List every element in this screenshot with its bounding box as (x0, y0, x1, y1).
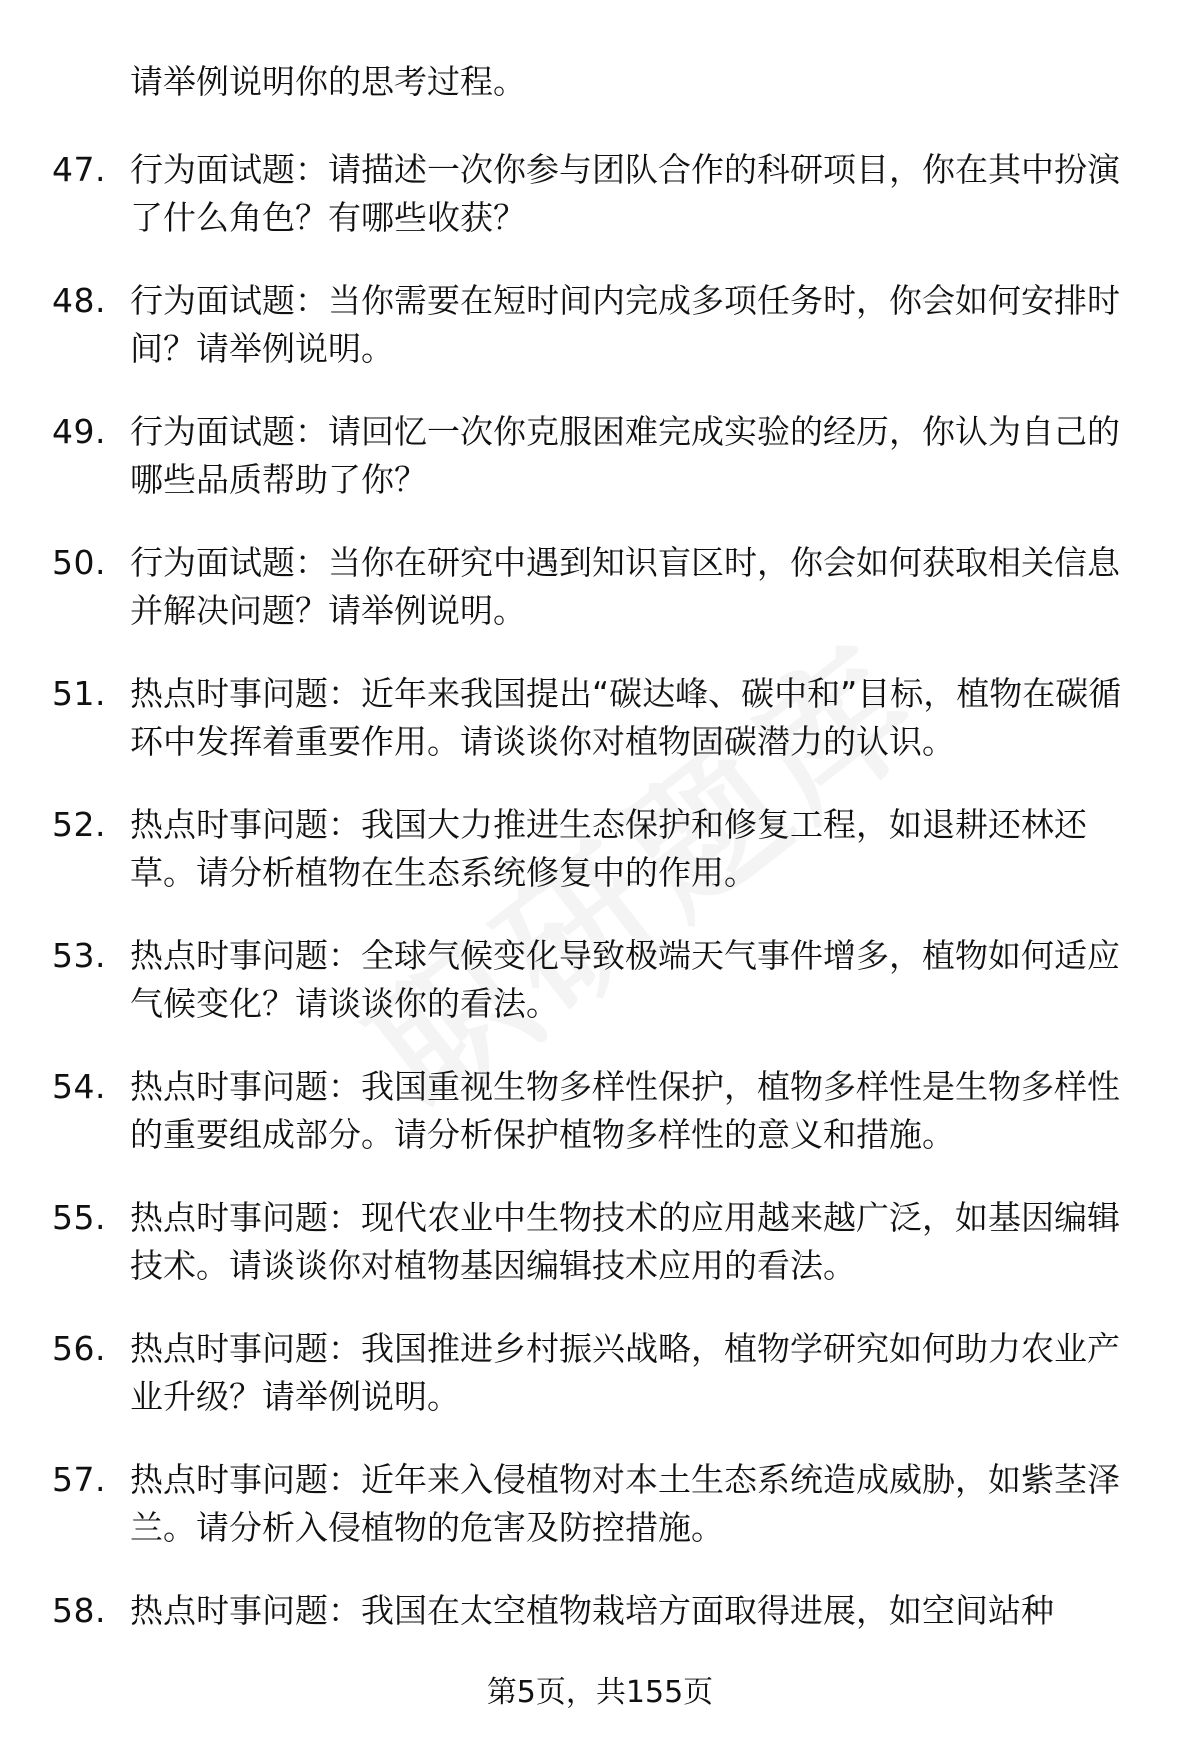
list-item (0, 1194, 1200, 1325)
list-item (0, 1063, 1200, 1194)
item-number: 50. (52, 543, 106, 582)
item-text: 行为面试题：请回忆一次你克服困难完成实验的经历，你认为自己的哪些品质帮助了你？ (130, 412, 1120, 499)
list-item (0, 932, 1200, 1063)
item-number: 47. (52, 150, 106, 189)
item-text: 行为面试题：当你需要在短时间内完成多项任务时，你会如何安排时间？请举例说明。 (130, 281, 1120, 368)
list-item (0, 408, 1200, 539)
item-number: 53. (52, 936, 106, 975)
list-item (0, 1456, 1200, 1587)
item-number: 49. (52, 412, 106, 451)
item-number: 51. (52, 674, 106, 713)
item-text: 热点时事问题：我国在太空植物栽培方面取得进展，如空间站种 (130, 1591, 1054, 1630)
list-item (0, 277, 1200, 408)
item-text: 行为面试题：请描述一次你参与团队合作的科研项目，你在其中扮演了什么角色？有哪些收获？ (130, 150, 1120, 237)
item-number: 52. (52, 805, 106, 844)
list-item (0, 1325, 1200, 1456)
item-number: 54. (52, 1067, 106, 1106)
continuation-text: 请举例说明你的思考过程。 (130, 62, 526, 101)
question-list (0, 146, 1200, 1718)
item-number: 57. (52, 1460, 106, 1499)
item-number: 56. (52, 1329, 106, 1368)
list-item (0, 801, 1200, 932)
page-footer (0, 1673, 1200, 1713)
item-text: 热点时事问题：我国重视生物多样性保护，植物多样性是生物多样性的重要组成部分。请分析保护植物多样性的意义和措施。 (130, 1067, 1120, 1154)
item-number: 58. (52, 1591, 106, 1630)
list-item (0, 146, 1200, 277)
list-item (0, 670, 1200, 801)
item-text: 热点时事问题：我国推进乡村振兴战略，植物学研究如何助力农业产业升级？请举例说明。 (130, 1329, 1120, 1416)
item-text: 热点时事问题：现代农业中生物技术的应用越来越广泛，如基因编辑技术。请谈谈你对植物基因编辑技术应用的看法。 (130, 1198, 1120, 1285)
item-text: 热点时事问题：我国大力推进生态保护和修复工程，如退耕还林还草。请分析植物在生态系统修复中的作用。 (130, 805, 1087, 892)
item-text: 热点时事问题：近年来我国提出“碳达峰、碳中和”目标，植物在碳循环中发挥着重要作用。请谈谈你对植物固碳潜力的认识。 (130, 674, 1122, 761)
item-text: 行为面试题：当你在研究中遇到知识盲区时，你会如何获取相关信息并解决问题？请举例说明。 (130, 543, 1120, 630)
item-number: 48. (52, 281, 106, 320)
item-number: 55. (52, 1198, 106, 1237)
page-number-label: 第5页，共155页 (486, 1675, 714, 1710)
list-item (0, 539, 1200, 670)
item-text: 热点时事问题：全球气候变化导致极端天气事件增多，植物如何适应气候变化？请谈谈你的看法。 (130, 936, 1120, 1023)
item-text: 热点时事问题：近年来入侵植物对本土生态系统造成威胁，如紫茎泽兰。请分析入侵植物的危害及防控措施。 (130, 1460, 1120, 1547)
